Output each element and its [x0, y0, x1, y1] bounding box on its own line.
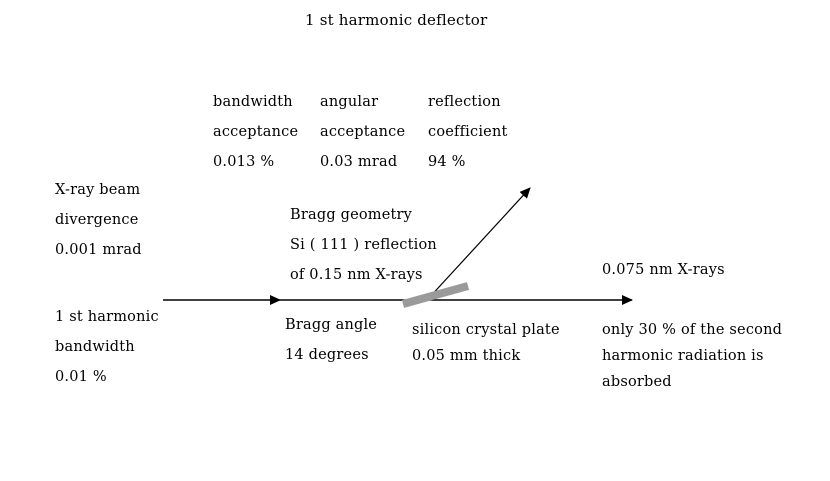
reflection-coefficient-value: 94 %: [428, 154, 466, 170]
bragg-geometry-line3: of 0.15 nm X-rays: [290, 267, 423, 283]
first-harmonic-bandwidth-value: 0.01 %: [55, 369, 107, 385]
bandwidth-acceptance-line2: acceptance: [213, 124, 299, 140]
figure-title: 1 st harmonic deflector: [305, 11, 488, 29]
beam-divergence-value: 0.001 mrad: [55, 242, 142, 258]
bragg-angle-value: 14 degrees: [285, 347, 369, 363]
absorption-note-line3: absorbed: [602, 374, 672, 390]
bragg-geometry-line2: Si ( 111 ) reflection: [290, 237, 437, 253]
crystal-plate-thickness: 0.05 mm thick: [412, 348, 521, 364]
first-harmonic-bandwidth-line2: bandwidth: [55, 339, 135, 355]
reflection-coefficient-line1: reflection: [428, 94, 501, 110]
first-harmonic-bandwidth-line1: 1 st harmonic: [55, 309, 159, 325]
angular-acceptance-line1: angular: [320, 94, 379, 110]
crystal-plate-label: silicon crystal plate: [412, 322, 560, 338]
angular-acceptance-value: 0.03 mrad: [320, 154, 398, 170]
absorption-note-line2: harmonic radiation is: [602, 348, 764, 364]
bragg-geometry-line1: Bragg geometry: [290, 207, 413, 223]
absorption-note-line1: only 30 % of the second: [602, 322, 783, 338]
bandwidth-acceptance-line1: bandwidth: [213, 94, 293, 110]
beam-divergence-line1: X-ray beam: [55, 182, 141, 198]
reflection-coefficient-line2: coefficient: [428, 124, 508, 140]
angular-acceptance-line2: acceptance: [320, 124, 406, 140]
beam-divergence-line2: divergence: [55, 212, 139, 228]
bragg-angle-label: Bragg angle: [285, 317, 378, 333]
bandwidth-acceptance-value: 0.013 %: [213, 154, 275, 170]
deflected-beam-arrow: [428, 188, 530, 299]
output-energy-label: 0.075 nm X-rays: [602, 262, 725, 278]
silicon-crystal-plate: [403, 286, 468, 304]
